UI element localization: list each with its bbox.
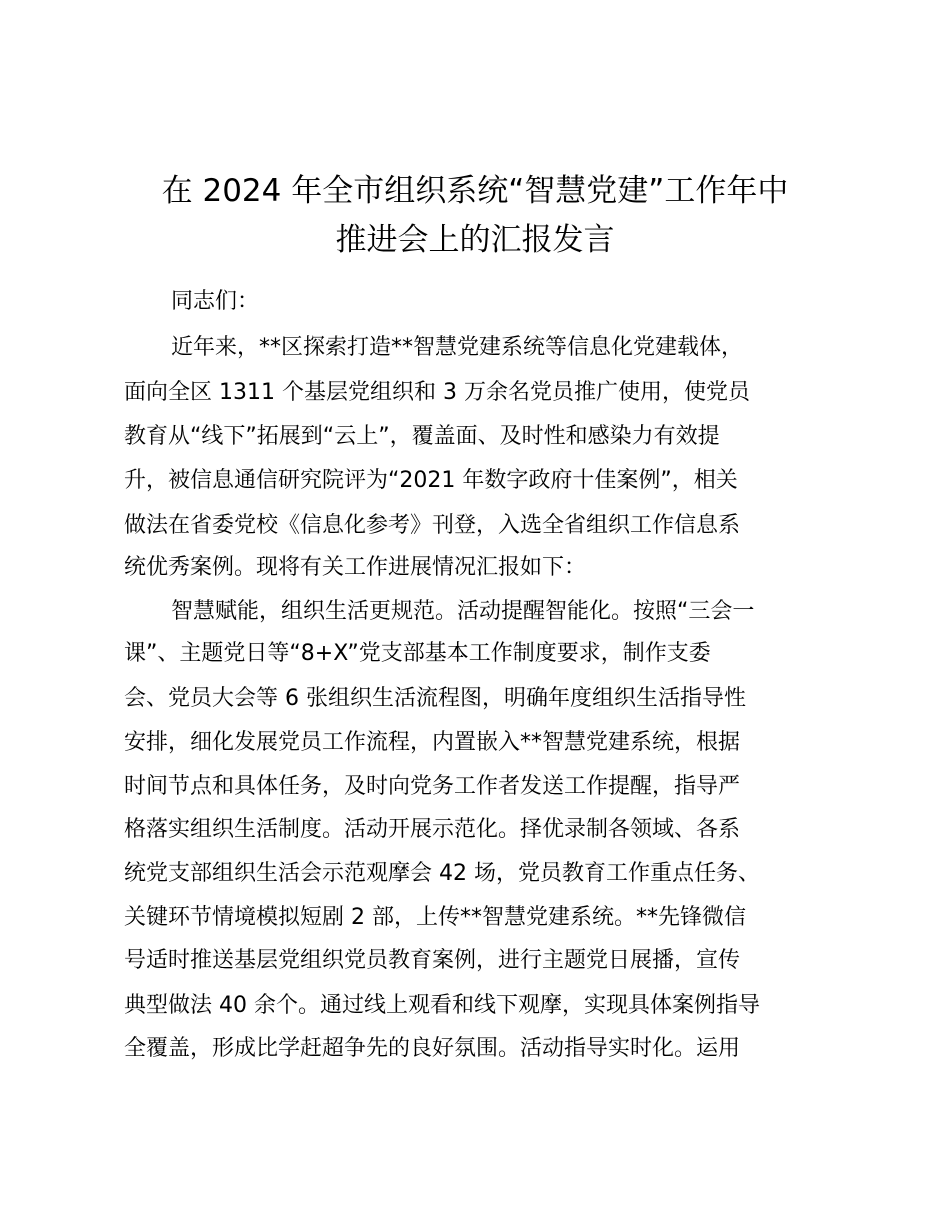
- paragraph-1-line-1: 近年来，**区探索打造**智慧党建系统等信息化党建载体，: [171, 335, 744, 360]
- paragraph-2-line-8: 关键环节情境模拟短剧 2 部，上传**智慧党建系统。**先锋微信: [124, 905, 746, 930]
- paragraph-1-line-2: 面向全区 1311 个基层党组织和 3 万余名党员推广使用，使党员: [124, 380, 750, 405]
- paragraph-2-line-6: 格落实组织生活制度。活动开展示范化。择优录制各领域、各系: [124, 817, 741, 842]
- document-title-line-1: 在 2024 年全市组织系统“智慧党建”工作年中: [161, 173, 789, 209]
- paragraph-2-line-5: 时间节点和具体任务，及时向党务工作者发送工作提醒，指导严: [124, 774, 741, 799]
- paragraph-2-line-10: 典型做法 40 余个。通过线上观看和线下观摩，实现具体案例指导: [124, 993, 760, 1018]
- paragraph-2-line-9: 号适时推送基层党组织党员教育案例，进行主题党日展播，宣传: [124, 948, 741, 973]
- paragraph-2-line-4: 安排，细化发展党员工作流程，内置嵌入**智慧党建系统，根据: [124, 730, 741, 755]
- paragraph-2-line-7: 统党支部组织生活会示范观摩会 42 场，党员教育工作重点任务、: [124, 861, 760, 886]
- paragraph-2-line-1: 智慧赋能，组织生活更规范。活动提醒智能化。按照“三会一: [171, 599, 755, 624]
- paragraph-1-line-4: 升，被信息通信研究院评为“2021 年数字政府十佳案例”，相关: [124, 468, 738, 493]
- salutation: 同志们：: [171, 289, 260, 314]
- paragraph-1-line-3: 教育从“线下”拓展到“云上”，覆盖面、及时性和感染力有效提: [124, 424, 720, 449]
- paragraph-1-line-6: 统优秀案例。现将有关工作进展情况汇报如下：: [124, 555, 587, 580]
- paragraph-2-line-11: 全覆盖，形成比学赶超争先的良好氛围。活动指导实时化。运用: [124, 1036, 741, 1061]
- document-title-line-2: 推进会上的汇报发言: [335, 222, 615, 258]
- paragraph-1-line-5: 做法在省委党校《信息化参考》刊登，入选全省组织工作信息系: [124, 513, 741, 538]
- paragraph-2-line-2: 课”、主题党日等“8+X”党支部基本工作制度要求，制作支委: [124, 641, 711, 666]
- paragraph-2-line-3: 会、党员大会等 6 张组织生活流程图，明确年度组织生活指导性: [124, 686, 746, 711]
